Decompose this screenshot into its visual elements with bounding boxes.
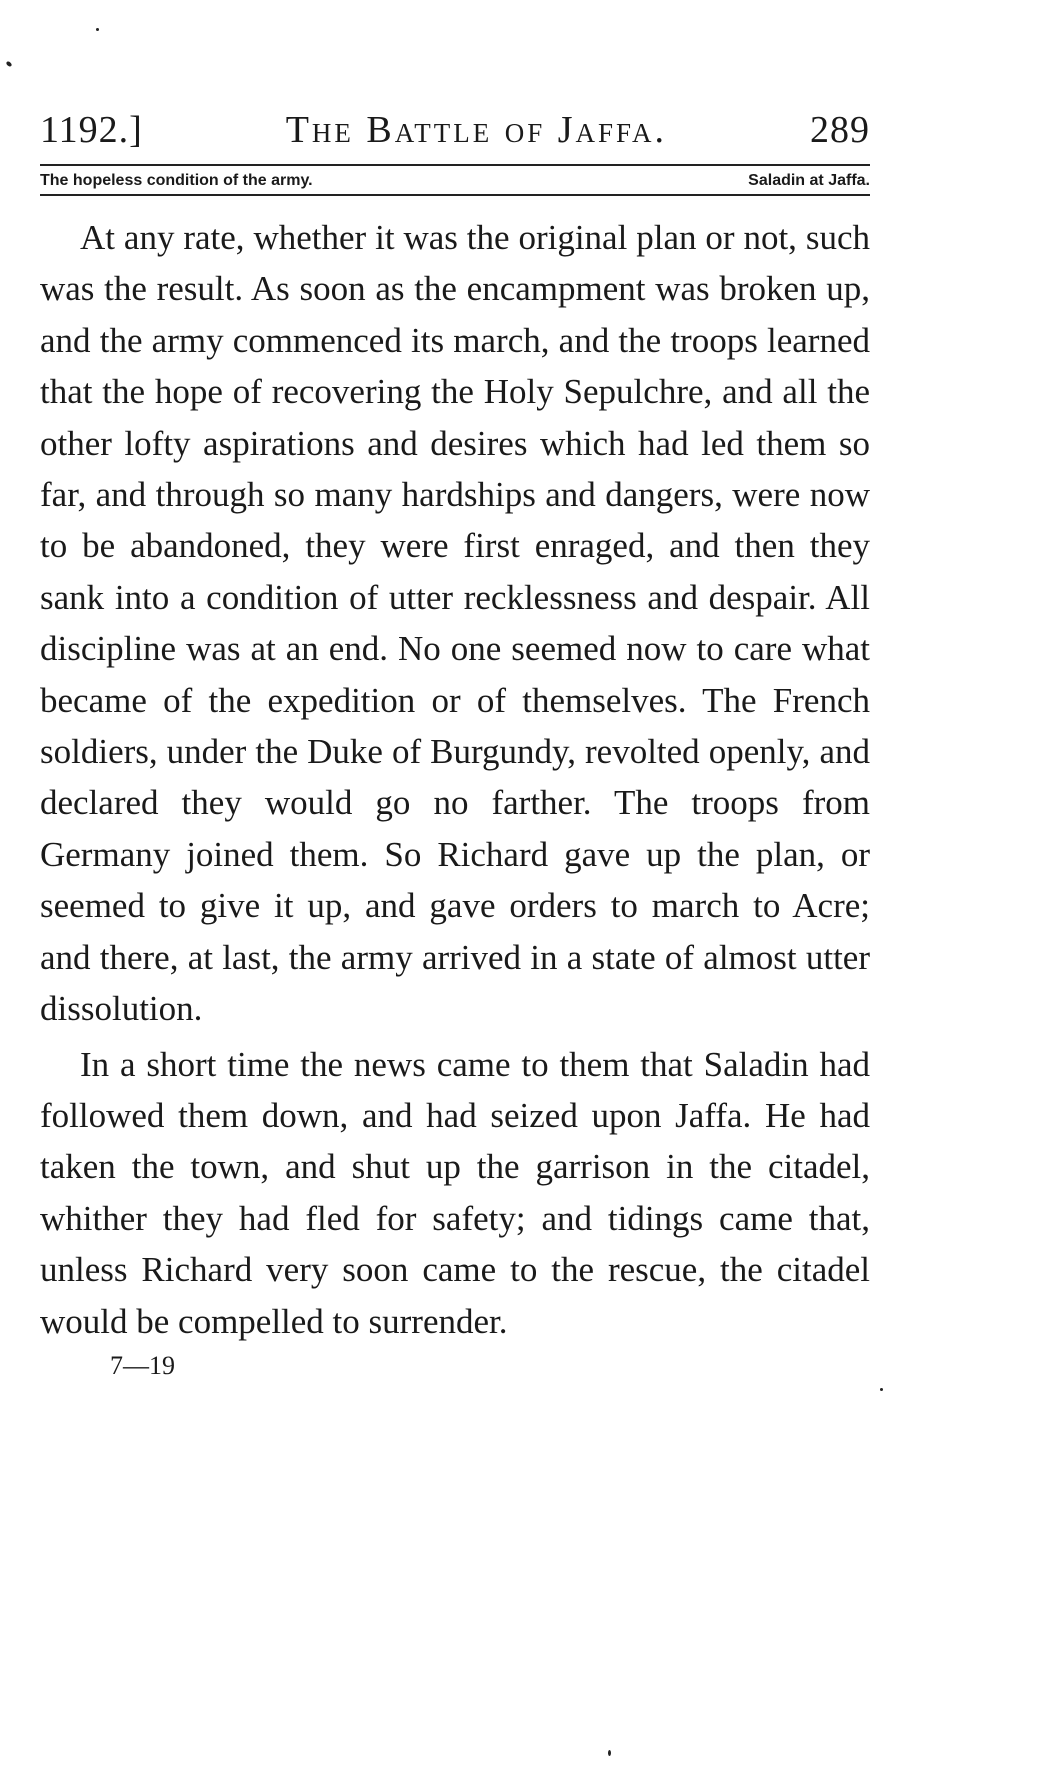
sidenote-right: Saladin at Jaffa. (748, 172, 870, 189)
page-number: 289 (809, 109, 870, 151)
header-year: 1192.] (40, 109, 143, 151)
header-rule-bottom (40, 194, 870, 196)
stray-mark (5, 61, 12, 68)
stray-mark (880, 1388, 883, 1391)
signature-mark: 7—19 (110, 1350, 175, 1380)
sidenote-left: The hopeless condition of the army. (40, 172, 313, 189)
book-page (40, 108, 870, 1381)
body-paragraph: In a short time the news came to them that Saladin had followed them down, and had seized upon Jaffa. He had taken the town, and shut up the garrison in the citadel, whither they had fled for safety; and tidings came that, unless Richard very soon came to the rescue, the citadel would be compelled to surrender. (40, 1044, 870, 1341)
stray-mark (96, 28, 99, 31)
running-head (40, 108, 870, 156)
body-paragraph: At any rate, whether it was the original plan or not, such was the result. As soon as the encampment was broken up, and the army commenced its march, and the troops learned that the hope of recovering the Holy Sepulchre, and all the other lofty aspirations and desires which had led them so far, and through so many hardships and dangers, were now to be abandoned, they were first enraged, and then they sank into a condition of utter recklessness and despair. All discipline was at an end. No one seemed now to care what became of the expedition or of themselves. The French soldiers, under the Duke of Burgundy, revolted openly, and declared they would go no farther. The troops from Germany joined them. So Richard gave up the plan, or seemed to give it up, and gave orders to march to Acre; and there, at last, the army arrived in a state of almost utter dissolution. (40, 218, 870, 1029)
stray-mark (608, 1750, 611, 1756)
sidenote-bar (40, 166, 870, 194)
header-title: The Battle of Jaffa. (285, 109, 668, 151)
